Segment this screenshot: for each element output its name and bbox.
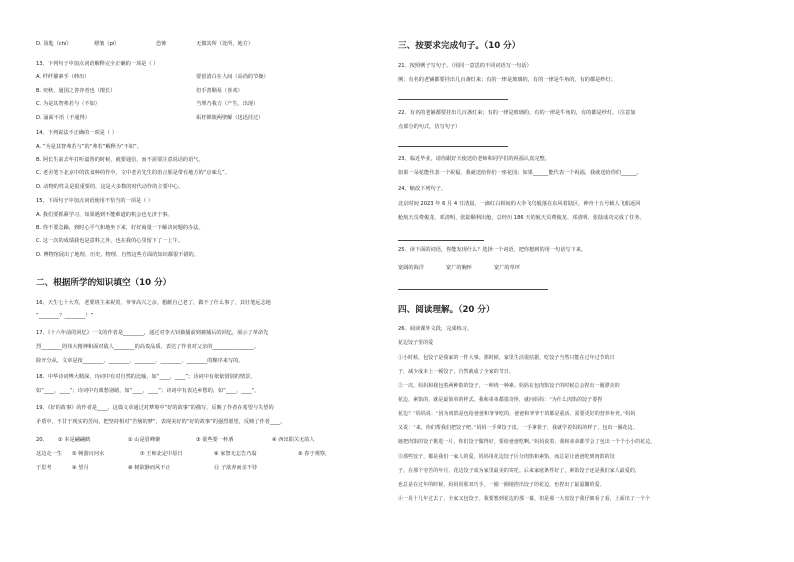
story-line-8: ③那些饺子，都是我们一家人的爱。妈妈用花边饺子区分肉馅和素馅，而总是让爸爸吃到肉馅的饺 xyxy=(398,454,615,460)
q20-item-10: 于思考 xyxy=(36,465,52,471)
q14-option-b: B. 阿长生前去年打听嘉鲁的时候，就要通信，而不需要注意说话的语气。 xyxy=(36,157,204,163)
q13-row-c xyxy=(36,101,382,108)
story-line-4: 花边，素馅的，就是最简单的样式。我和弟弟都很奇怪，就问妈妈：“为什么肉馅的饺子要捏 xyxy=(398,397,603,403)
q13-d2: 垢枉锦簇两壁解（迅迅挂过） xyxy=(196,115,264,121)
q23-line1: 23、临近毕业，请你跟好天使送给老师和同学们的祝福认真完整。 xyxy=(398,156,550,162)
q12d-part3: 恐怖 xyxy=(156,41,167,47)
story-line-7: 她把肉馅的饺子挑进一片，你们饺子做得好，要给爸爸吃啊。”妈妈说着，我和弟弟都学会了包出一个个小小的花边。 xyxy=(398,439,656,445)
q23-line2: 如果一朵花能代表一个祝福，我就送给你们一座花园；如果______能代表一个祝福，我就送给你们______。 xyxy=(398,170,642,176)
section-4-heading: 四、阅读理解。（20 分） xyxy=(398,305,495,315)
q25-words xyxy=(398,265,760,272)
q13-stem: 13、下列句子中加点词语解释完全正确的一项是（ ） xyxy=(36,61,159,67)
q20-item-1: ① 本是翩翩鹤 xyxy=(58,437,91,443)
story-line-2: 子，减少成本上一顿饺子，自然就成了全家的节日。 xyxy=(398,369,514,375)
q20-item-5: 这边走一生 xyxy=(36,451,62,457)
q22-answer-line[interactable] xyxy=(398,146,508,147)
q15-option-a: A. 我们要抓紧学习，如果遇到不能难道的机会也无济于事。 xyxy=(36,212,173,218)
q20-item-12: ⑩ 树欲静而风不止 xyxy=(128,465,171,471)
q15-option-d: D. 博物馆展出了地理、历史、物理、自然这些方面的知识都很不错的。 xyxy=(36,252,199,258)
q13-c2: 当理乃我力（产生、出现） xyxy=(196,101,259,107)
story-line-5: 花边？”妈妈说：“因为肉馅是包给爸爸和爷爷吃的，爸爸和爷爷干的都是重活，需要更好的营养补充。”妈妈 xyxy=(398,411,636,417)
q20-item-7: ⑦ 王师北定中原日 xyxy=(140,451,183,457)
q13-b2: 但手善顺易（喜欢） xyxy=(196,88,243,94)
q24-line2: 舱航天员费俊龙、邓清明、张陆顺利出舱，总经历 186 天的航天员费俊龙、邓清明、张陆成功完成了任务。 xyxy=(398,215,645,221)
q13-b1: B. 奕秋，通国之善弈者也（擅长） xyxy=(36,88,116,94)
section-2-heading: 二、根据所学的知识填空（10 分） xyxy=(36,278,172,288)
q25-answer-line[interactable] xyxy=(398,289,548,290)
q16-line1: 16、天生七十大寿，老要班主来祝贺，爷爷高兴之余，想献自己老了，做不了什么事了，其壮笔远志地 xyxy=(36,300,271,306)
q13-row-b xyxy=(36,88,382,95)
q18-line2: 如“____，____”；诗词中有离愁别绪，如“____，____”；诗词中有表达乡愁的，如“____，____”。 xyxy=(36,388,260,394)
story-line-9: 子。在那个穷苦的年月，花边饺子成为家里最美的寄托。后来家庭条件好了，素馅饺子还是我们家人最爱的， xyxy=(398,468,640,474)
q19-line1: 19、《好的故事》的作者是____，这篇文章通过对梦境中“好的故事”的描写，反映了作者在希望与失望的 xyxy=(36,405,274,411)
story-line-1: ①小时候，包饺子是我家的一件大事。那时候，家里生活很拮据，吃饺子当然只能在过年过节的日 xyxy=(398,355,615,361)
q14-stem: 14、下列说法不正确的一项是（ ） xyxy=(36,130,117,136)
q25-word-3: 宽广的草坪 xyxy=(494,265,520,271)
q14-option-d: D. 动物的性灵是很重要的，这是大多数的时代动作的主要中心。 xyxy=(36,184,184,190)
q20-item-8: ⑧ 家祭无忘告乃翁 xyxy=(214,451,257,457)
q26-stem: 26、阅读课外文段，完成练习。 xyxy=(398,326,473,332)
q25-stem: 25、读下面的词语，你能发现什么？选择一个词语，把你想到的用一句话写下来。 xyxy=(398,247,587,253)
q19-line2: 矛盾中，不甘于现实的苦闷，把坚持相对“苦恼的梦”，表现美好的“好的故事”的强烈愿望，反映了作者____。 xyxy=(36,419,286,425)
section-3-heading: 三、按要求完成句子。（10 分） xyxy=(398,41,521,51)
q14-option-a: A. “为是其智弗若与”的“弗若”解释为“不如”。 xyxy=(36,144,142,150)
q20-label: 20、 xyxy=(36,437,48,443)
q20-item-11: ⑨ 望月 xyxy=(72,465,89,471)
q15-option-b: B. 你不要急躁，到时心平气和地坐下来，好好商量一下解决问题的办法。 xyxy=(36,225,204,231)
q18-line1: 18、中华诗词博大精深，诗词中有对自然的比喻，如“____，____”；诗词中有依依惜别的情景， xyxy=(36,374,256,380)
q24-line1: 北京时间 2023 年 6 月 4 日清晨，一滴红白相间的大伞飞鸟般落在东风着陆区，神舟十五号载人飞船返回 xyxy=(398,201,641,207)
q24-answer-line[interactable] xyxy=(398,240,484,241)
q15-stem: 15、下面句子中加点词语使用不恰当的一项是（ ） xyxy=(36,198,154,204)
q20-item-2: ② 山是眉峰聚 xyxy=(128,437,161,443)
q17-line1: 17、《十六年前的回忆》一文的作者是________，通过对李大钊被捕前到被捕后的回忆，展示了革命先 xyxy=(36,330,269,336)
q13-a1: A. 纤纤擢素手（伸出） xyxy=(36,74,90,80)
q14-option-c: C. 老舍笔下北京中的饮食种的作中，文中老舍先生的语言那是带有地方的“京味儿”。 xyxy=(36,170,230,176)
q13-d1: D. 涌面不语（不通得） xyxy=(36,115,90,121)
q20-item-9: ⑨ 春于观察， xyxy=(298,451,331,457)
story-line-6: 又说：“来，你们帮我们把饺子吧。”妈妈一手拿饺子皮，一手拿筷子，我就学着妈妈的样子，包出一圈花边。 xyxy=(398,425,638,431)
q20-item-4: ④ 西出阳关无故人 xyxy=(272,437,315,443)
q13-row-d xyxy=(36,115,382,122)
q13-c1: C. 为是其智弗若与（不如） xyxy=(36,101,100,107)
q17-line2: 烈________的伟大精神和面对敌人________的高贵品质，表达了作者对父亲的________________。 xyxy=(36,344,260,350)
q20-row2 xyxy=(36,451,382,458)
story-title: 花边饺子里的爱 xyxy=(398,340,434,346)
q20-row3 xyxy=(36,465,382,472)
q20-item-13: ⑪ 子欲养而亲不待 xyxy=(214,465,258,471)
q20-item-6: ⑤ 畅游百河水 xyxy=(72,451,105,457)
q20-row1 xyxy=(36,437,382,444)
q25-word-1: 宽阔的海洋 xyxy=(398,265,424,271)
q13-a2: 要留清白在人间（高尚的节操） xyxy=(196,74,269,80)
story-line-3: ②一次，妈妈和我包着两种馅的饺子，一种肉一种素。妈妈在包肉馅饺子的时候总会捏出一圈漂亮的 xyxy=(398,383,620,389)
q24-stem: 24、缩改下列句子。 xyxy=(398,186,447,192)
q12d-part1: D. 汤匙（chí） xyxy=(36,41,72,47)
q20-item-3: ③ 欲些要一杯酒 xyxy=(196,437,234,443)
q21-example: 例：有名的老铺都要挂出几百盏灯来；有的一律是玻璃的，有的一律是牛角的，有的都是纱灯； xyxy=(398,77,616,83)
q25-word-2: 宽广的胸怀 xyxy=(446,265,472,271)
q21-answer-line[interactable] xyxy=(398,99,508,100)
q22-line2: 点部分的句式，仿写句子） xyxy=(398,124,461,130)
q16-line2: “________？________！” xyxy=(36,313,94,319)
q12d-part2: 褶皱（pí） xyxy=(94,41,120,47)
q15-option-c: C. 这一次的成绩我也是意料之外，也在我的心里留下了一上午。 xyxy=(36,238,183,244)
q21-stem: 21、按照例子写句子。（用同一意思的不同词语写一句话） xyxy=(398,63,532,69)
q12d-part4: 无微其所（处所，地方） xyxy=(196,41,254,47)
q17-line3: 除开分从，文章是按________、________、________、________、________的顺序来写的。 xyxy=(36,358,244,364)
q22-line1: 22、有名的老铺都要挂出几百盏灯来；有的一律是玻璃的，有的一律是牛角的，有的都是纱灯。（注意加 xyxy=(398,110,636,116)
story-line-10: 也总是在过年的时候，妈妈用那双巧手，一圈一圈地捏出饺子的花边，也捏出了最温馨的爱。 xyxy=(398,482,605,488)
q13-row-a xyxy=(36,74,382,81)
q12-option-d xyxy=(36,41,382,48)
story-line-11: ④一晃十几年过去了，全家又包饺子。我要想到花边的那一幕，但是那一大盘饺子我仔细看了看，上面出了一个个 xyxy=(398,496,651,502)
